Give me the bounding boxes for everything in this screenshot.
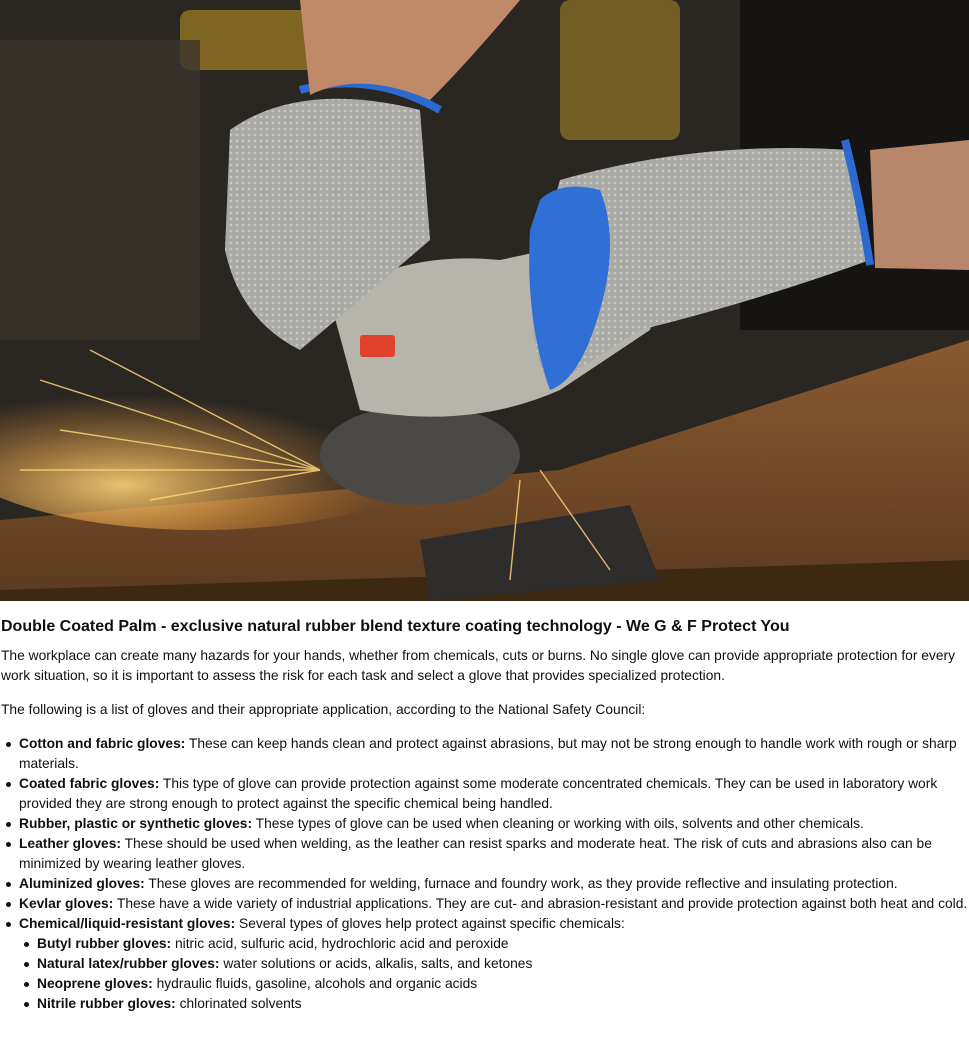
sublist-item-term: Natural latex/rubber gloves: (37, 956, 220, 971)
list-item (19, 834, 968, 874)
list-item (19, 874, 968, 894)
sublist-item (37, 994, 968, 1014)
list-item-term: Kevlar gloves: (19, 896, 114, 911)
list-item-desc: These can keep hands clean and protect against abrasions, but may not be strong enough to handle work with rough or sharp materials. (19, 736, 957, 771)
glove-types-list (1, 734, 968, 1014)
list-item (19, 774, 968, 814)
chemical-gloves-sublist (19, 934, 968, 1014)
description-heading: Double Coated Palm - exclusive natural rubber blend texture coating technology - We G & F Protect You (1, 618, 790, 635)
list-item-term: Cotton and fabric gloves: (19, 736, 186, 751)
sublist-item-term: Nitrile rubber gloves: (37, 996, 176, 1011)
sublist-item-term: Butyl rubber gloves: (37, 936, 172, 951)
list-item-desc: These gloves are recommended for welding, furnace and foundry work, as they provide reflective and insulating protection. (144, 876, 898, 891)
sublist-item (37, 954, 968, 974)
sublist-item (37, 974, 968, 994)
sublist-item-term: Neoprene gloves: (37, 976, 153, 991)
sublist-item (37, 934, 968, 954)
list-item-term: Coated fabric gloves: (19, 776, 160, 791)
list-item (19, 814, 968, 834)
list-item-desc: These have a wide variety of industrial applications. They are cut- and abrasion-resistant and provide protection against both heat and cold. (113, 896, 968, 911)
list-item-term: Leather gloves: (19, 836, 121, 851)
sublist-item-desc: nitric acid, sulfuric acid, hydrochloric acid and peroxide (171, 936, 509, 951)
list-item-desc: Several types of gloves help protect against specific chemicals: (235, 916, 625, 931)
list-item (19, 894, 968, 914)
list-item-term: Chemical/liquid-resistant gloves: (19, 916, 236, 931)
list-item-term: Rubber, plastic or synthetic gloves: (19, 816, 253, 831)
list-item (19, 734, 968, 774)
list-intro-paragraph: The following is a list of gloves and their appropriate application, according to the National Safety Council: (1, 702, 646, 717)
sublist-item-desc: chlorinated solvents (175, 996, 302, 1011)
list-item-desc: This type of glove can provide protection against some moderate concentrated chemicals. They can be used in laboratory work provided they are strong enough to protect against the specific chemical being handled. (19, 776, 938, 811)
list-item (19, 914, 968, 1014)
intro-paragraph: The workplace can create many hazards for your hands, whether from chemicals, cuts or burns. No single glove can provide appropriate protection for every work situation, so it is important to assess the risk for each task and select a glove that provides specialized protection. (1, 648, 955, 683)
sublist-item-desc: hydraulic fluids, gasoline, alcohols and organic acids (152, 976, 478, 991)
list-item-desc: These types of glove can be used when cleaning or working with oils, solvents and other chemicals. (252, 816, 864, 831)
sublist-item-desc: water solutions or acids, alkalis, salts, and ketones (219, 956, 533, 971)
list-item-term: Aluminized gloves: (19, 876, 145, 891)
list-item-desc: These should be used when welding, as the leather can resist sparks and moderate heat. The risk of cuts and abrasions also can be minimized by wearing leather gloves. (19, 836, 932, 871)
